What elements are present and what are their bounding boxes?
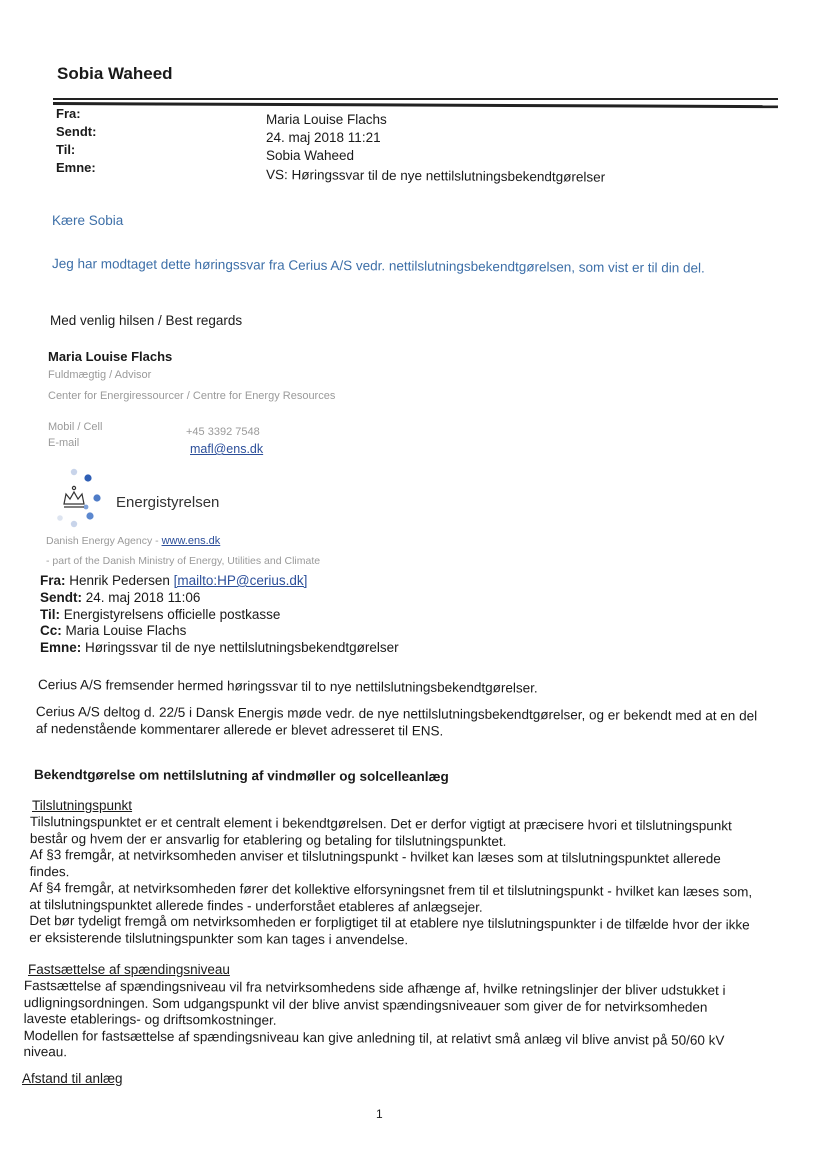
fwd-subject-value: Høringssvar til de nye nettilslutningsbekendtgørelser xyxy=(85,640,399,655)
sub2-paragraph-2: Modellen for fastsættelse af spændingsniveau kan give anledning til, at relativt små anlæg vil blive anvist på 50/60 kV niveau. xyxy=(23,1027,725,1060)
subsection-title-spaendingsniveau: Fastsættelse af spændingsniveau xyxy=(28,962,230,977)
fwd-subject-label: Emne: xyxy=(40,640,82,655)
intro-paragraph-2: Cerius A/S deltog d. 22/5 i Dansk Energis møde vedr. de nye nettilslutningsbekendtgørelser, og er bekendt med at en del af nedenstående kommentarer allerede er blevet adresseret til ENS. xyxy=(35,704,758,738)
fwd-to-value: Energistyrelsens officielle postkasse xyxy=(63,607,281,622)
fwd-from-label: Fra: xyxy=(40,573,66,588)
closing: Med venlig hilsen / Best regards xyxy=(50,313,243,328)
from-label: Fra: xyxy=(56,106,81,121)
agency-line xyxy=(46,535,220,547)
agency-prefix: Danish Energy Agency - xyxy=(46,535,162,547)
mobile-label: Mobil / Cell xyxy=(48,421,103,433)
signature-department: Center for Energiressourcer / Centre for Energy Resources xyxy=(48,390,336,402)
email-label: E-mail xyxy=(48,437,80,449)
subsection-title-afstand: Afstand til anlæg xyxy=(22,1071,123,1086)
energy-agency-logo-icon xyxy=(40,464,112,536)
sub1-paragraph-4: Det bør tydeligt fremgå om netvirksomheden er forpligtiget til at etablere nye tilslutningspunkter i de tilfælde hvor der ikke er eksisterende tilslutningspunkter som kan tages i anvendelse. xyxy=(29,912,750,947)
fwd-from-value: Henrik Pedersen xyxy=(69,573,174,588)
subject-label: Emne: xyxy=(56,160,96,175)
subsection-title-tilslutningspunkt: Tilslutningspunkt xyxy=(32,798,133,813)
subsection-2-body xyxy=(23,978,752,1066)
to-value: Sobia Waheed xyxy=(266,148,355,163)
fwd-subject-line xyxy=(40,640,399,655)
email-link[interactable]: mafl@ens.dk xyxy=(190,442,264,456)
subject-value: VS: Høringssvar til de nye nettilslutningsbekendtgørelser xyxy=(265,167,606,185)
fwd-from-mailto-link[interactable]: [mailto:HP@cerius.dk] xyxy=(173,573,308,588)
section-title: Bekendtgørelse om nettilslutning af vindmøller og solcelleanlæg xyxy=(33,767,449,785)
agency-url-link[interactable]: www.ens.dk xyxy=(161,535,221,547)
intro-paragraph-1: Cerius A/S fremsender hermed høringssvar til to nye nettilslutningsbekendtgørelser. xyxy=(37,677,538,696)
header-rule xyxy=(53,98,778,100)
sub1-paragraph-2: Af §3 fremgår, at netvirksomheden anviser et tilslutningspunkt - hvilket kan læses som at tilslutningspunktet allerede findes. xyxy=(29,846,721,879)
subsection-1-body xyxy=(29,814,754,950)
fwd-sent-value: 24. maj 2018 11:06 xyxy=(85,590,201,605)
from-value: Maria Louise Flachs xyxy=(266,112,387,127)
fwd-to-line xyxy=(40,607,280,622)
page-number: 1 xyxy=(376,1107,383,1121)
owner-name: Sobia Waheed xyxy=(57,64,173,83)
sent-label: Sendt: xyxy=(56,124,97,139)
sub2-paragraph-1: Fastsættelse af spændingsniveau vil fra netvirksomhedens side afhænge af, hvilke retningslinjer der bliver udstukket i udligningsordningen. Som udgangspunkt vil der blive anvist spændingsniveauer som giver de for netvirksomheden laveste etablerings- og driftsomkostninger. xyxy=(23,978,726,1028)
ministry-line: - part of the Danish Ministry of Energy, Utilities and Climate xyxy=(46,555,321,567)
fwd-sent-line xyxy=(40,590,200,605)
sub1-paragraph-3: Af §4 fremgår, at netvirksomheden fører det kollektive elforsyningsnet frem til et tilslutningspunkt - hvilket kan læses som, at tilslutningspunktet allerede findes - underforstået etableres af anlægsejer. xyxy=(29,879,753,915)
message-text: Jeg har modtaget dette høringssvar fra Cerius A/S vedr. nettilslutningsbekendtgørelsen, som vist er til din del. xyxy=(51,256,705,276)
fwd-cc-value: Maria Louise Flachs xyxy=(65,623,187,638)
header-rule-thick xyxy=(53,102,778,108)
fwd-cc-line xyxy=(40,623,186,638)
to-label: Til: xyxy=(56,142,76,157)
fwd-sent-label: Sendt: xyxy=(40,590,82,605)
mobile-value: +45 3392 7548 xyxy=(186,426,260,438)
sub1-paragraph-1: Tilslutningspunktet er et centralt element i bekendtgørelsen. Det er derfor vigtigt at præcisere hvori et tilslutningspunkt består og hvem der er ansvarlig for etablering og betaling for tilslutningspunktet. xyxy=(29,814,732,849)
signature-title: Fuldmægtig / Advisor xyxy=(48,369,152,381)
sent-value: 24. maj 2018 11:21 xyxy=(266,130,381,145)
fwd-to-label: Til: xyxy=(40,607,60,622)
signature-name: Maria Louise Flachs xyxy=(48,349,173,364)
fwd-from-line xyxy=(40,573,307,588)
greeting: Kære Sobia xyxy=(52,213,124,228)
logo-text: Energistyrelsen xyxy=(116,494,220,511)
fwd-cc-label: Cc: xyxy=(40,623,62,638)
